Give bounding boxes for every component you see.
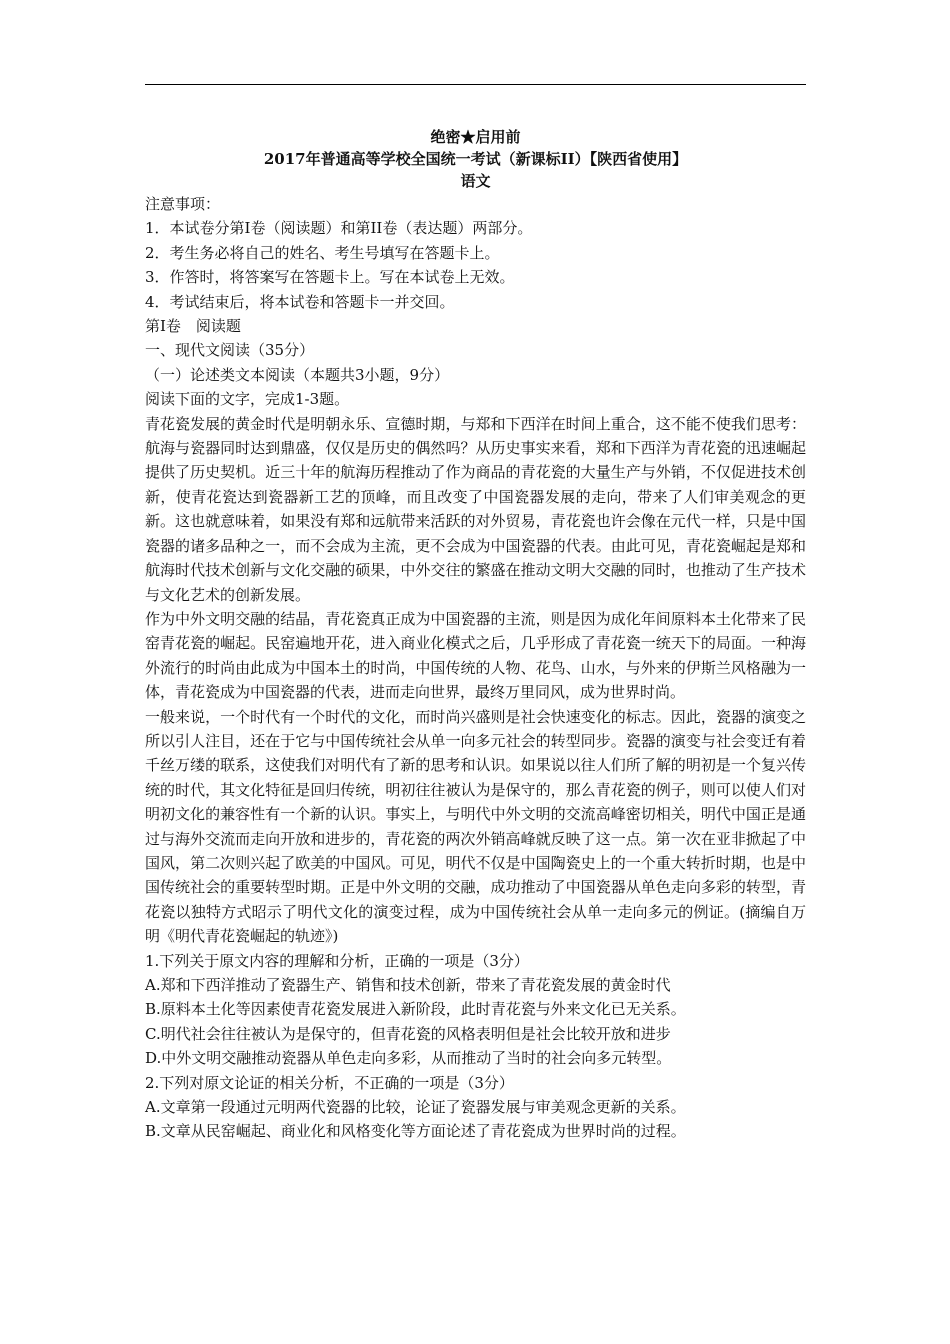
note-item: 1．本试卷分第I卷（阅读题）和第II卷（表达题）两部分。 [145, 219, 533, 238]
subject-title: 语文 [460, 172, 491, 190]
question-option: D.中外文明交融推动瓷器从单色走向多彩，从而推动了当时的社会向多元转型。 [145, 1049, 672, 1068]
question-option: A.郑和下西洋推动了瓷器生产、销售和技术创新，带来了青花瓷发展的黄金时代 [145, 976, 671, 994]
note-item: 4．考试结束后，将本试卷和答题卡一并交回。 [145, 292, 455, 311]
passage-paragraph: 一般来说，一个时代有一个时代的文化，而时尚兴盛则是社会快速变化的标志。因此，瓷器的演变之所以引人注目，还在于它与中国传统社会从单一向多元社会的转型同步。瓷器的演变与社会变迁有着千丝万缕的联系，这使我们对明代有了新的思考和认识。如果说以往人们所了解的明初是一个复兴传统的时代，其文化特征是回归传统，明初往往被认为是保守的，那么青花瓷的例子，则可以使人们对明初文化的兼容性有一个新的认识。事实上，与明代中外文明的交流高峰密切相关，明代中国正是通过与海外交流而走向开放和进步的，青花瓷的两次外销高峰就反映了这一点。第一次在亚非掀起了中国风，第二次则兴起了欧美的中国风。可见，明代不仅是中国陶瓷史上的一个重大转折时期，也是中国传统社会的重要转型时期。正是中外文明的交融，成功推动了中国瓷器从单色走向多彩的转型，青花瓷以独特方式昭示了明代文化的演变过程，成为中国传统社会从单一走向多元的例证。(摘编自万明《明代青花瓷崛起的轨迹》) [145, 707, 806, 946]
section-heading: 一、现代文阅读（35分） [145, 341, 315, 360]
note-item: 2．考生务必将自己的姓名、考生号填写在答题卡上。 [145, 243, 500, 262]
part-heading: 第Ⅰ卷 阅读题 [145, 317, 241, 336]
note-item: 3．作答时，将答案写在答题卡上。写在本试卷上无效。 [145, 268, 515, 287]
question-option: A.文章第一段通过元明两代瓷器的比较，论证了瓷器发展与审美观念更新的关系。 [145, 1098, 686, 1117]
question-stem: 1.下列关于原文内容的理解和分析，正确的一项是（3分） [145, 951, 529, 970]
question-stem: 2.下列对原文论证的相关分析，不正确的一项是（3分） [145, 1073, 514, 1092]
subsection-heading: （一）论述类文本阅读（本题共3小题，9分） [145, 365, 450, 384]
passage-paragraph: 青花瓷发展的黄金时代是明朝永乐、宣德时期，与郑和下西洋在时间上重合，这不能不使我们思考：航海与瓷器同时达到鼎盛，仅仅是历史的偶然吗？从历史事实来看，郑和下西洋为青花瓷的迅速崛起提供了历史契机。近三十年的航海历程推动了作为商品的青花瓷的大量生产与外销，不仅促进技术创新，使青花瓷达到瓷器新工艺的顶峰，而且改变了中国瓷器发展的走向，带来了人们审美观念的更新。这也就意味着，如果没有郑和远航带来活跃的对外贸易，青花瓷也许会像在元代一样，只是中国瓷器的诸多品种之一，而不会成为主流，更不会成为中国瓷器的代表。由此可见，青花瓷崛起是郑和航海时代技术创新与文化交融的硕果，中外交往的繁盛在推动文明大交融的同时，也推动了生产技术与文化艺术的创新发展。 [145, 414, 806, 604]
reading-instruction: 阅读下面的文字，完成1-3题。 [145, 390, 350, 409]
question-option: C.明代社会往往被认为是保守的，但青花瓷的风格表明但是社会比较开放和进步 [145, 1024, 671, 1043]
exam-page [145, 126, 806, 1144]
passage-paragraph: 作为中外文明交融的结晶，青花瓷真正成为中国瓷器的主流，则是因为成化年间原料本土化带来了民窑青花瓷的崛起。民窑遍地开花，进入商业化模式之后，几乎形成了青花瓷一统天下的局面。一种海外流行的时尚由此成为中国本土的时尚，中国传统的人物、花鸟、山水，与外来的伊斯兰风格融为一体，青花瓷成为中国瓷器的代表，进而走向世界，最终万里同风，成为世界时尚。 [145, 609, 806, 702]
question-option: B.原料本土化等因素使青花瓷发展进入新阶段，此时青花瓷与外来文化已无关系。 [145, 1000, 686, 1019]
top-rule [145, 84, 806, 85]
question-option: B.文章从民窑崛起、商业化和风格变化等方面论述了青花瓷成为世界时尚的过程。 [145, 1122, 686, 1141]
confidential-label: 绝密★启用前 [430, 128, 521, 146]
notes-heading: 注意事项： [145, 195, 221, 213]
exam-title: 2017年普通高等学校全国统一考试（新课标II）【陕西省使用】 [263, 150, 688, 168]
